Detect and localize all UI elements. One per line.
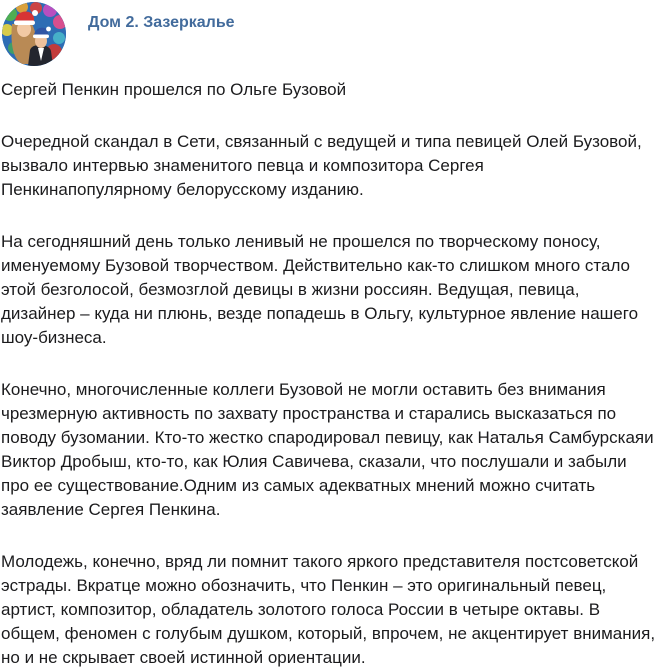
- community-avatar-photo: [2, 2, 66, 66]
- post-paragraph-1: Очередной скандал в Сети, связанный с ведущей и типа певицей Олей Бузовой, вызвало интервью знаменитого певца и композитора Сергея Пенкинапопулярному белорусскому изданию.: [1, 132, 642, 199]
- community-name-link[interactable]: Дом 2. Зазеркалье: [88, 14, 235, 31]
- post-paragraph-3: Конечно, многочисленные коллеги Бузовой не могли оставить без внимания чрезмерную активность по захвату пространства и старались высказаться по поводу бузомании. Кто-то жестко спародировал певицу, как Наталья Самбурскаяи Виктор Дробыш, кто-то, как Юлия Савичева, сказали, что послушали и забыли про ее существование.Одним из самых адекватных мнений можно считать заявление Сергея Пенкина.: [1, 380, 654, 519]
- post-paragraph-2: На сегодняшний день только ленивый не прошелся по творческому поносу, именуемому Бузовой творчеством. Действительно как-то слишком много стало этой безголосой, безмозглой девицы в жизни россиян. Ведущая, певица, дизайнер – куда ни плюнь, везде попадешь в Ольгу, культурное явление нашего шоу-бизнеса.: [1, 232, 639, 347]
- post-header: [0, 0, 670, 66]
- post-paragraph-4: Молодежь, конечно, вряд ли помнит такого яркого представителя постсоветской эстрады. Вкратце можно обозначить, что Пенкин – это оригинальный певец, артист, композитор, обладатель золотого голоса России в четыре октавы. В общем, феномен с голубым душком, который, впрочем, не акцентирует внимания, но и не скрывает своей истинной ориентации.: [1, 552, 656, 667]
- post-title: Сергей Пенкин прошелся по Ольге Бузовой: [1, 80, 347, 99]
- community-avatar[interactable]: [2, 2, 66, 66]
- post-body: [0, 78, 670, 670]
